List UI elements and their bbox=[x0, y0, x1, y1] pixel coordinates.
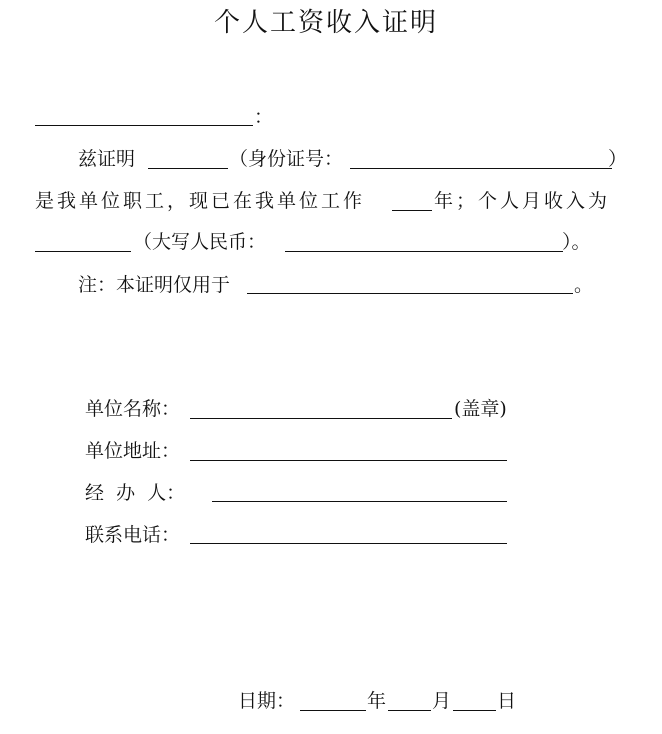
org-address-blank[interactable] bbox=[190, 460, 507, 461]
phone-label: 联系电话： bbox=[85, 524, 181, 546]
org-address-label: 单位地址： bbox=[85, 440, 181, 462]
purpose-blank[interactable] bbox=[247, 293, 573, 294]
capital-amount-label: （大写人民币： bbox=[133, 231, 267, 253]
phone-blank[interactable] bbox=[190, 543, 507, 544]
date-label: 日期： bbox=[238, 690, 296, 712]
employment-text: 是我单位职工，现已在我单位工作 bbox=[35, 190, 366, 212]
addressee-colon: ： bbox=[254, 106, 274, 128]
handler-blank[interactable] bbox=[212, 501, 507, 502]
date-year-text: 年 bbox=[367, 690, 387, 712]
employee-name-blank[interactable] bbox=[148, 168, 228, 169]
date-month-text: 月 bbox=[432, 690, 452, 712]
capital-amount-blank[interactable] bbox=[285, 251, 563, 252]
org-name-label: 单位名称： bbox=[85, 398, 181, 420]
date-day-text: 日 bbox=[497, 690, 517, 712]
monthly-income-blank[interactable] bbox=[35, 251, 131, 252]
id-number-blank[interactable] bbox=[350, 168, 612, 169]
capital-amount-close: ）。 bbox=[562, 231, 591, 253]
id-number-close: ） bbox=[608, 148, 628, 170]
org-name-blank[interactable] bbox=[190, 418, 452, 419]
date-year-blank[interactable] bbox=[300, 710, 366, 711]
addressee-blank[interactable] bbox=[35, 125, 253, 126]
monthly-income-text: 年；个人月收入为 bbox=[434, 190, 611, 212]
page-title: 个人工资收入证明 bbox=[214, 8, 439, 38]
intro-text: 兹证明 bbox=[78, 148, 136, 170]
note-end: 。 bbox=[574, 274, 594, 296]
id-number-label: （身份证号： bbox=[229, 148, 344, 170]
date-month-blank[interactable] bbox=[388, 710, 431, 711]
seal-text: (盖章) bbox=[454, 398, 507, 420]
handler-label: 经 办 人： bbox=[85, 482, 186, 504]
years-worked-blank[interactable] bbox=[392, 210, 432, 211]
note-text: 注：本证明仅用于 bbox=[78, 274, 231, 296]
date-day-blank[interactable] bbox=[453, 710, 496, 711]
